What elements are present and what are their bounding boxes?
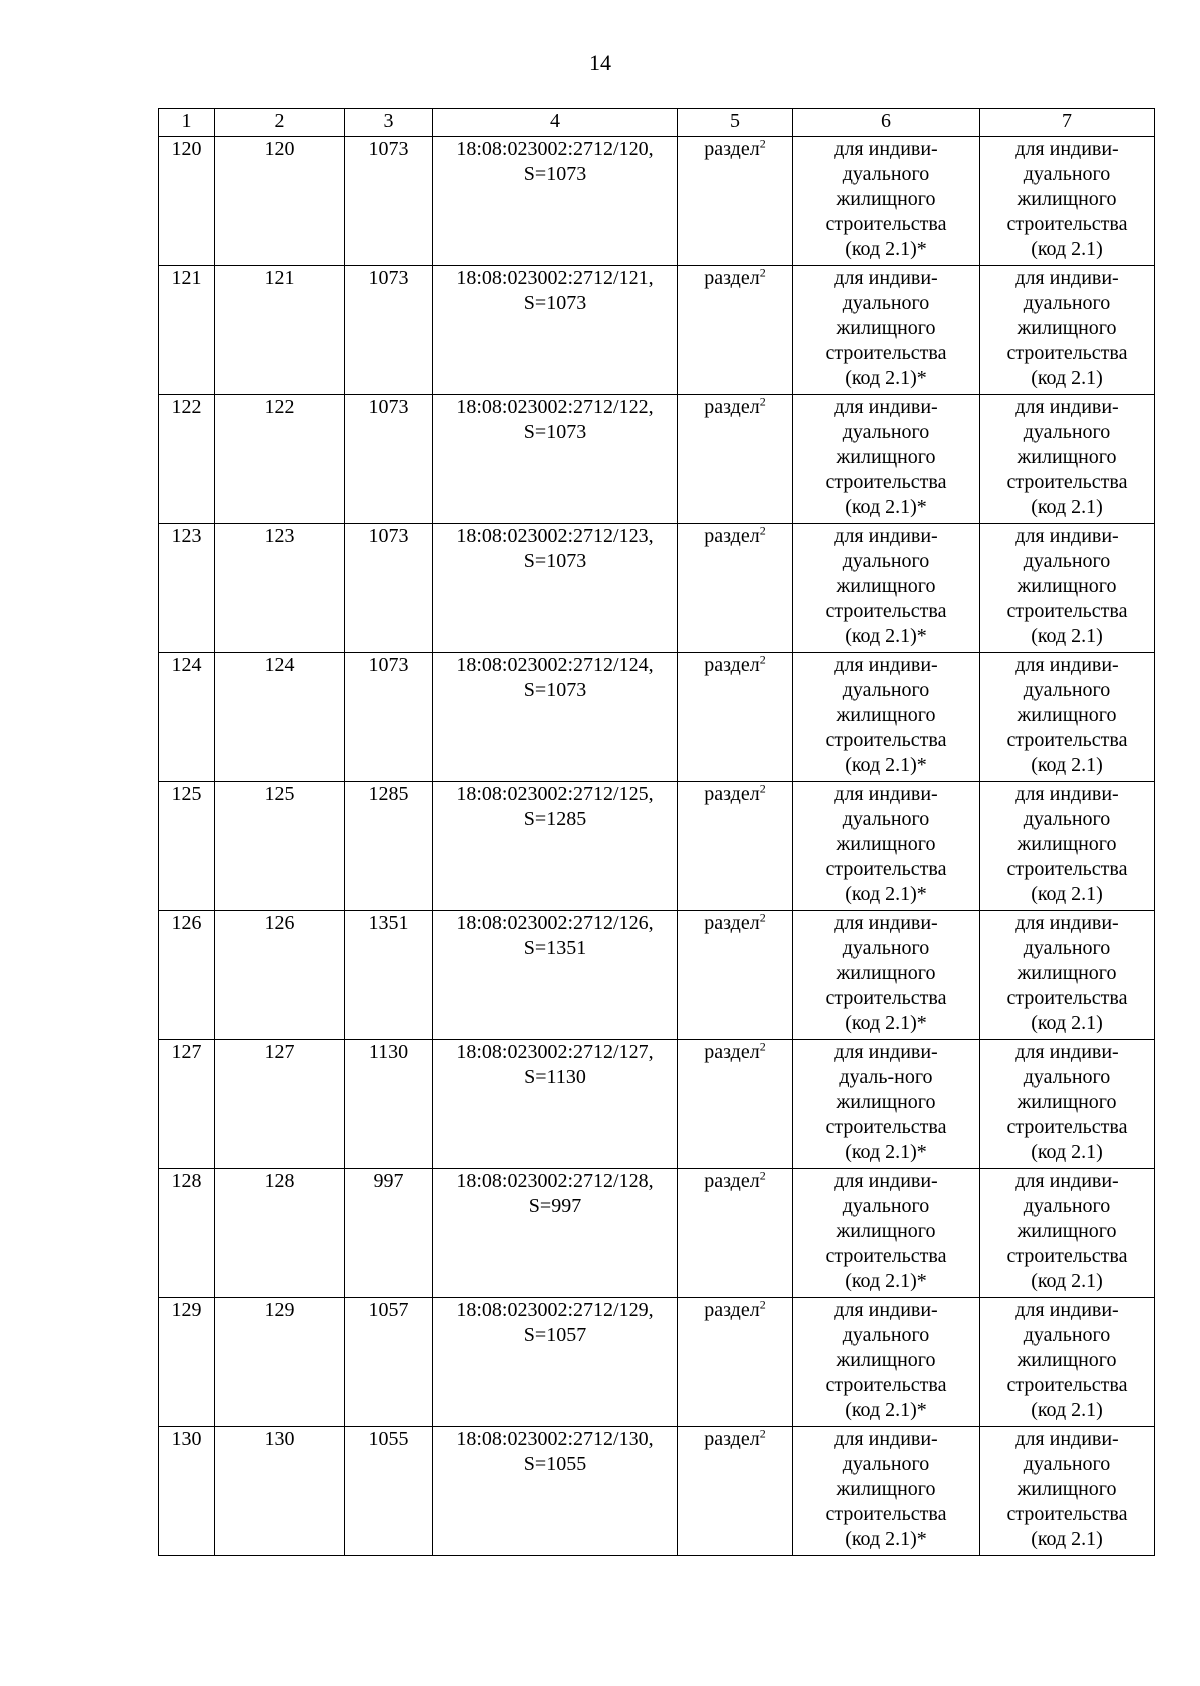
permitted-use-cell <box>793 1298 980 1427</box>
permitted-use-line: жилищного <box>836 704 936 726</box>
land-plots-table <box>158 108 1155 1556</box>
permitted-use-line: строительства <box>1006 1374 1128 1396</box>
permitted-use-line: жилищного <box>1017 1220 1117 1242</box>
area-cell <box>345 266 433 395</box>
table-row <box>159 395 1155 524</box>
plot-number: 126 <box>171 912 202 934</box>
permitted-use-final-cell <box>980 137 1155 266</box>
table-row <box>159 266 1155 395</box>
cadastral-cell <box>433 1169 678 1298</box>
new-plot-number: 122 <box>264 396 295 418</box>
method-footnote-mark: 2 <box>759 910 766 925</box>
table-row <box>159 1427 1155 1556</box>
permitted-use-line: строительства <box>1006 471 1128 493</box>
permitted-use-cell <box>793 782 980 911</box>
permitted-use-line: дуального <box>1023 163 1111 185</box>
cadastral-area: S=997 <box>528 1195 582 1217</box>
permitted-use-line: строительства <box>825 1245 947 1267</box>
permitted-use-line: (код 2.1)* <box>845 1012 927 1034</box>
new-plot-number: 127 <box>264 1041 295 1063</box>
area-value: 1073 <box>368 525 409 547</box>
permitted-use-line: дуального <box>842 421 930 443</box>
area-value: 1073 <box>368 396 409 418</box>
permitted-use-line: строительства <box>1006 600 1128 622</box>
permitted-use-line: дуального <box>1023 421 1111 443</box>
cadastral-area: S=1073 <box>523 163 587 185</box>
method-cell <box>678 395 793 524</box>
new-plot-number-cell <box>215 782 345 911</box>
plot-number-cell <box>159 137 215 266</box>
permitted-use-line: для индиви- <box>834 654 938 676</box>
column-header: 7 <box>980 109 1155 137</box>
new-plot-number-cell <box>215 1427 345 1556</box>
permitted-use-line: строительства <box>825 1116 947 1138</box>
permitted-use-line: дуального <box>1023 292 1111 314</box>
plot-number-cell <box>159 1169 215 1298</box>
cadastral-cell <box>433 911 678 1040</box>
permitted-use-cell <box>793 1169 980 1298</box>
permitted-use-line: жилищного <box>836 575 936 597</box>
plot-number: 125 <box>171 783 202 805</box>
permitted-use-cell <box>793 137 980 266</box>
method-cell <box>678 911 793 1040</box>
new-plot-number-cell <box>215 653 345 782</box>
permitted-use-line: жилищного <box>1017 1091 1117 1113</box>
table-row <box>159 137 1155 266</box>
permitted-use-line: жилищного <box>836 1220 936 1242</box>
method-footnote-mark: 2 <box>759 265 766 280</box>
method-footnote-mark: 2 <box>759 523 766 538</box>
method-footnote-mark: 2 <box>759 394 766 409</box>
table-header-row <box>159 109 1155 137</box>
method-footnote-mark: 2 <box>759 1426 766 1441</box>
permitted-use-line: (код 2.1)* <box>845 1528 927 1550</box>
method-cell <box>678 1298 793 1427</box>
permitted-use-line: для индиви- <box>1015 1428 1119 1450</box>
permitted-use-line: дуального <box>1023 550 1111 572</box>
new-plot-number-cell <box>215 1169 345 1298</box>
permitted-use-line: строительства <box>1006 987 1128 1009</box>
permitted-use-line: (код 2.1) <box>1031 1399 1103 1421</box>
permitted-use-line: дуального <box>842 679 930 701</box>
permitted-use-line: для индиви- <box>834 783 938 805</box>
cadastral-number: 18:08:023002:2712/129, <box>456 1299 654 1321</box>
permitted-use-line: дуального <box>842 1195 930 1217</box>
method-text: раздел <box>704 396 760 418</box>
method-cell <box>678 266 793 395</box>
cadastral-cell <box>433 266 678 395</box>
permitted-use-line: (код 2.1)* <box>845 625 927 647</box>
plot-number-cell <box>159 1040 215 1169</box>
permitted-use-line: для индиви- <box>834 138 938 160</box>
cadastral-number: 18:08:023002:2712/125, <box>456 783 654 805</box>
permitted-use-line: жилищного <box>836 446 936 468</box>
permitted-use-line: строительства <box>825 987 947 1009</box>
permitted-use-line: строительства <box>825 342 947 364</box>
permitted-use-line: жилищного <box>1017 575 1117 597</box>
permitted-use-cell <box>793 524 980 653</box>
permitted-use-final-cell <box>980 782 1155 911</box>
permitted-use-line: (код 2.1)* <box>845 754 927 776</box>
new-plot-number: 125 <box>264 783 295 805</box>
new-plot-number-cell <box>215 137 345 266</box>
permitted-use-final-cell <box>980 911 1155 1040</box>
plot-number-cell <box>159 653 215 782</box>
area-cell <box>345 782 433 911</box>
table-row <box>159 782 1155 911</box>
cadastral-area: S=1073 <box>523 550 587 572</box>
permitted-use-cell <box>793 1040 980 1169</box>
cadastral-cell <box>433 137 678 266</box>
permitted-use-line: дуального <box>1023 1324 1111 1346</box>
cadastral-area: S=1130 <box>524 1066 586 1088</box>
plot-number-cell <box>159 911 215 1040</box>
new-plot-number-cell <box>215 395 345 524</box>
permitted-use-line: жилищного <box>1017 833 1117 855</box>
permitted-use-line: дуального <box>842 1324 930 1346</box>
permitted-use-line: (код 2.1)* <box>845 367 927 389</box>
permitted-use-line: жилищного <box>1017 188 1117 210</box>
permitted-use-line: дуального <box>1023 679 1111 701</box>
column-header: 5 <box>678 109 793 137</box>
permitted-use-line: для индиви- <box>1015 1041 1119 1063</box>
plot-number: 120 <box>171 138 202 160</box>
plot-number: 130 <box>171 1428 202 1450</box>
cadastral-area: S=1073 <box>523 421 587 443</box>
cadastral-number: 18:08:023002:2712/120, <box>456 138 654 160</box>
permitted-use-line: для индиви- <box>1015 1299 1119 1321</box>
cadastral-number: 18:08:023002:2712/122, <box>456 396 654 418</box>
permitted-use-line: жилищного <box>836 962 936 984</box>
permitted-use-line: (код 2.1) <box>1031 367 1103 389</box>
permitted-use-line: (код 2.1)* <box>845 238 927 260</box>
cadastral-cell <box>433 395 678 524</box>
permitted-use-line: строительства <box>825 1503 947 1525</box>
cadastral-cell <box>433 653 678 782</box>
cadastral-cell <box>433 782 678 911</box>
permitted-use-line: для индиви- <box>1015 1170 1119 1192</box>
permitted-use-line: жилищного <box>1017 317 1117 339</box>
table-body <box>159 137 1155 1556</box>
permitted-use-final-cell <box>980 653 1155 782</box>
plot-number-cell <box>159 395 215 524</box>
permitted-use-line: дуального <box>1023 808 1111 830</box>
table-row <box>159 524 1155 653</box>
cadastral-number: 18:08:023002:2712/130, <box>456 1428 654 1450</box>
area-cell <box>345 137 433 266</box>
permitted-use-cell <box>793 911 980 1040</box>
area-value: 1351 <box>368 912 409 934</box>
permitted-use-line: для индиви- <box>834 1428 938 1450</box>
new-plot-number-cell <box>215 1298 345 1427</box>
plot-number: 127 <box>171 1041 202 1063</box>
permitted-use-line: строительства <box>825 858 947 880</box>
table-row <box>159 1169 1155 1298</box>
permitted-use-line: дуального <box>842 550 930 572</box>
plot-number: 129 <box>171 1299 202 1321</box>
method-text: раздел <box>704 138 760 160</box>
area-value: 1073 <box>368 654 409 676</box>
method-text: раздел <box>704 654 760 676</box>
permitted-use-line: для индиви- <box>834 1041 938 1063</box>
permitted-use-line: строительства <box>1006 1116 1128 1138</box>
new-plot-number: 124 <box>264 654 295 676</box>
new-plot-number-cell <box>215 1040 345 1169</box>
permitted-use-line: (код 2.1) <box>1031 1012 1103 1034</box>
new-plot-number-cell <box>215 911 345 1040</box>
permitted-use-line: строительства <box>825 729 947 751</box>
new-plot-number: 129 <box>264 1299 295 1321</box>
permitted-use-line: строительства <box>1006 1245 1128 1267</box>
cadastral-area: S=1285 <box>523 808 587 830</box>
permitted-use-line: жилищного <box>1017 962 1117 984</box>
permitted-use-cell <box>793 395 980 524</box>
permitted-use-line: для индиви- <box>834 267 938 289</box>
cadastral-area: S=1351 <box>523 937 587 959</box>
plot-number: 122 <box>171 396 202 418</box>
area-value: 1055 <box>368 1428 409 1450</box>
permitted-use-final-cell <box>980 266 1155 395</box>
method-footnote-mark: 2 <box>759 652 766 667</box>
permitted-use-final-cell <box>980 1169 1155 1298</box>
permitted-use-line: жилищного <box>836 317 936 339</box>
method-footnote-mark: 2 <box>759 781 766 796</box>
column-header: 6 <box>793 109 980 137</box>
method-text: раздел <box>704 783 760 805</box>
method-footnote-mark: 2 <box>759 136 766 151</box>
permitted-use-final-cell <box>980 1427 1155 1556</box>
new-plot-number-cell <box>215 266 345 395</box>
plot-number-cell <box>159 266 215 395</box>
cadastral-area: S=1055 <box>523 1453 587 1475</box>
permitted-use-cell <box>793 653 980 782</box>
permitted-use-line: строительства <box>825 213 947 235</box>
permitted-use-final-cell <box>980 1298 1155 1427</box>
permitted-use-line: (код 2.1) <box>1031 754 1103 776</box>
method-text: раздел <box>704 1170 760 1192</box>
method-cell <box>678 1427 793 1556</box>
column-header: 3 <box>345 109 433 137</box>
permitted-use-line: жилищного <box>1017 704 1117 726</box>
area-cell <box>345 911 433 1040</box>
permitted-use-line: дуального <box>1023 937 1111 959</box>
permitted-use-line: для индиви- <box>1015 525 1119 547</box>
permitted-use-line: дуального <box>1023 1195 1111 1217</box>
permitted-use-line: жилищного <box>836 833 936 855</box>
permitted-use-line: жилищного <box>836 1349 936 1371</box>
cadastral-number: 18:08:023002:2712/121, <box>456 267 654 289</box>
plot-number: 123 <box>171 525 202 547</box>
plot-number: 124 <box>171 654 202 676</box>
cadastral-area: S=1057 <box>523 1324 587 1346</box>
column-header: 2 <box>215 109 345 137</box>
area-cell <box>345 1040 433 1169</box>
permitted-use-line: дуального <box>842 163 930 185</box>
permitted-use-line: для индиви- <box>834 1299 938 1321</box>
permitted-use-line: жилищного <box>1017 1349 1117 1371</box>
permitted-use-line: (код 2.1)* <box>845 1399 927 1421</box>
method-cell <box>678 782 793 911</box>
area-cell <box>345 1427 433 1556</box>
permitted-use-line: (код 2.1) <box>1031 1528 1103 1550</box>
method-cell <box>678 1040 793 1169</box>
method-footnote-mark: 2 <box>759 1168 766 1183</box>
permitted-use-final-cell <box>980 524 1155 653</box>
permitted-use-line: дуального <box>842 937 930 959</box>
plot-number-cell <box>159 1298 215 1427</box>
method-text: раздел <box>704 1428 760 1450</box>
permitted-use-line: (код 2.1) <box>1031 625 1103 647</box>
permitted-use-line: для индиви- <box>1015 267 1119 289</box>
cadastral-area: S=1073 <box>523 292 587 314</box>
permitted-use-line: для индиви- <box>834 396 938 418</box>
permitted-use-line: для индиви- <box>1015 654 1119 676</box>
method-footnote-mark: 2 <box>759 1297 766 1312</box>
method-cell <box>678 524 793 653</box>
permitted-use-line: для индиви- <box>1015 138 1119 160</box>
new-plot-number: 128 <box>264 1170 295 1192</box>
permitted-use-line: жилищного <box>836 1091 936 1113</box>
permitted-use-line: дуаль-ного <box>839 1066 933 1088</box>
new-plot-number: 120 <box>264 138 295 160</box>
cadastral-cell <box>433 524 678 653</box>
method-cell <box>678 137 793 266</box>
permitted-use-final-cell <box>980 395 1155 524</box>
area-cell <box>345 395 433 524</box>
permitted-use-line: строительства <box>825 1374 947 1396</box>
new-plot-number: 126 <box>264 912 295 934</box>
area-cell <box>345 1298 433 1427</box>
method-footnote-mark: 2 <box>759 1039 766 1054</box>
cadastral-number: 18:08:023002:2712/123, <box>456 525 654 547</box>
permitted-use-line: (код 2.1) <box>1031 883 1103 905</box>
plot-number-cell <box>159 782 215 911</box>
area-cell <box>345 1169 433 1298</box>
cadastral-number: 18:08:023002:2712/126, <box>456 912 654 934</box>
page-number: 14 <box>589 50 611 75</box>
permitted-use-line: дуального <box>842 292 930 314</box>
method-text: раздел <box>704 267 760 289</box>
cadastral-area: S=1073 <box>523 679 587 701</box>
method-text: раздел <box>704 1041 760 1063</box>
permitted-use-cell <box>793 1427 980 1556</box>
permitted-use-line: строительства <box>1006 1503 1128 1525</box>
area-value: 1285 <box>368 783 409 805</box>
plot-number: 121 <box>171 267 202 289</box>
permitted-use-line: (код 2.1) <box>1031 238 1103 260</box>
cadastral-number: 18:08:023002:2712/128, <box>456 1170 654 1192</box>
new-plot-number: 121 <box>264 267 295 289</box>
permitted-use-line: жилищного <box>1017 1478 1117 1500</box>
permitted-use-line: жилищного <box>1017 446 1117 468</box>
permitted-use-line: (код 2.1) <box>1031 1270 1103 1292</box>
cadastral-number: 18:08:023002:2712/124, <box>456 654 654 676</box>
permitted-use-line: (код 2.1)* <box>845 883 927 905</box>
area-cell <box>345 524 433 653</box>
permitted-use-line: строительства <box>825 600 947 622</box>
permitted-use-line: дуального <box>842 1453 930 1475</box>
table-row <box>159 911 1155 1040</box>
permitted-use-line: дуального <box>842 808 930 830</box>
permitted-use-line: для индиви- <box>1015 396 1119 418</box>
area-value: 1073 <box>368 267 409 289</box>
cadastral-number: 18:08:023002:2712/127, <box>456 1041 654 1063</box>
permitted-use-final-cell <box>980 1040 1155 1169</box>
new-plot-number: 123 <box>264 525 295 547</box>
area-value: 1057 <box>368 1299 409 1321</box>
area-cell <box>345 653 433 782</box>
new-plot-number-cell <box>215 524 345 653</box>
column-header: 4 <box>433 109 678 137</box>
method-cell <box>678 653 793 782</box>
permitted-use-line: (код 2.1) <box>1031 1141 1103 1163</box>
permitted-use-line: для индиви- <box>834 912 938 934</box>
permitted-use-line: строительства <box>1006 213 1128 235</box>
cadastral-cell <box>433 1298 678 1427</box>
permitted-use-line: (код 2.1) <box>1031 496 1103 518</box>
permitted-use-line: жилищного <box>836 1478 936 1500</box>
method-text: раздел <box>704 525 760 547</box>
table-row <box>159 1298 1155 1427</box>
permitted-use-line: строительства <box>1006 729 1128 751</box>
permitted-use-line: дуального <box>1023 1453 1111 1475</box>
column-header: 1 <box>159 109 215 137</box>
permitted-use-line: (код 2.1)* <box>845 496 927 518</box>
plot-number: 128 <box>171 1170 202 1192</box>
area-value: 1130 <box>368 1041 409 1063</box>
cadastral-cell <box>433 1427 678 1556</box>
new-plot-number: 130 <box>264 1428 295 1450</box>
permitted-use-line: (код 2.1)* <box>845 1141 927 1163</box>
permitted-use-line: жилищного <box>836 188 936 210</box>
table-row <box>159 653 1155 782</box>
permitted-use-line: для индиви- <box>834 1170 938 1192</box>
table-row <box>159 1040 1155 1169</box>
plot-number-cell <box>159 1427 215 1556</box>
permitted-use-line: строительства <box>825 471 947 493</box>
method-text: раздел <box>704 912 760 934</box>
area-value: 997 <box>373 1170 404 1192</box>
cadastral-cell <box>433 1040 678 1169</box>
method-text: раздел <box>704 1299 760 1321</box>
permitted-use-cell <box>793 266 980 395</box>
permitted-use-line: для индиви- <box>834 525 938 547</box>
permitted-use-line: для индиви- <box>1015 783 1119 805</box>
permitted-use-line: строительства <box>1006 858 1128 880</box>
plot-number-cell <box>159 524 215 653</box>
method-cell <box>678 1169 793 1298</box>
permitted-use-line: строительства <box>1006 342 1128 364</box>
area-value: 1073 <box>368 138 409 160</box>
permitted-use-line: дуального <box>1023 1066 1111 1088</box>
permitted-use-line: (код 2.1)* <box>845 1270 927 1292</box>
permitted-use-line: для индиви- <box>1015 912 1119 934</box>
